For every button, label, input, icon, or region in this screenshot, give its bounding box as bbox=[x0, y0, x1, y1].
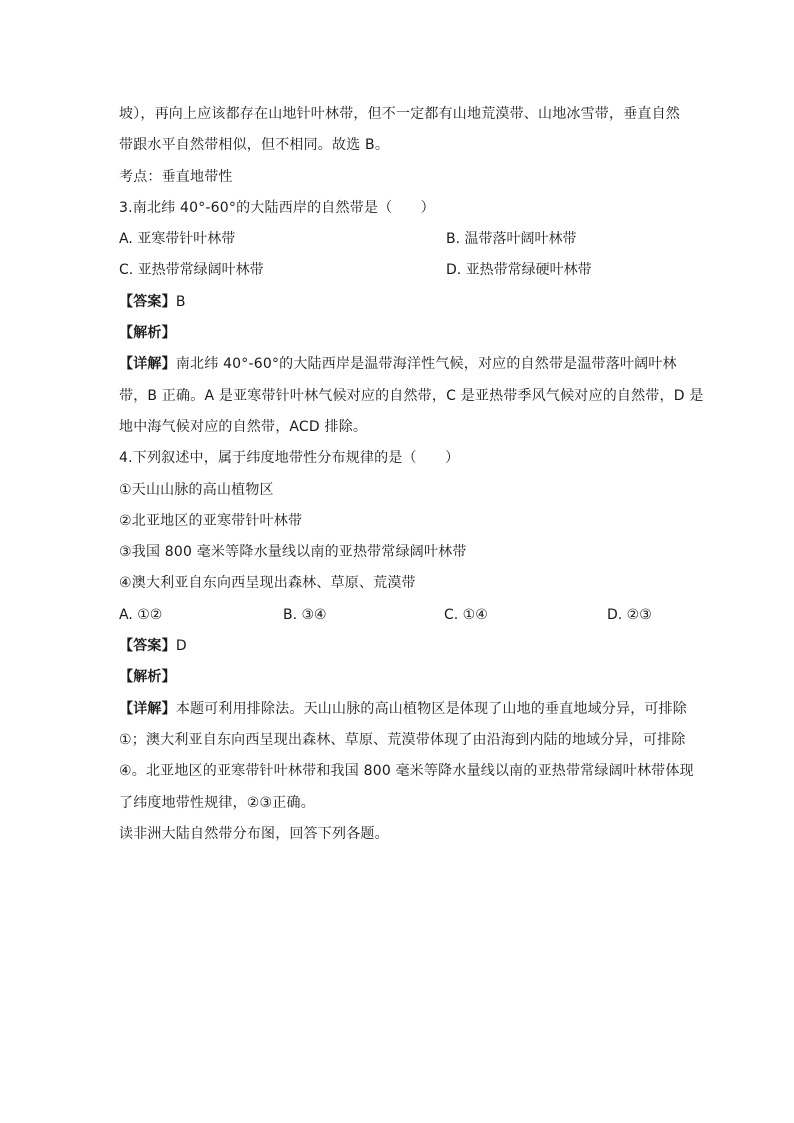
question-3-analysis-label: 【解析】 bbox=[119, 325, 176, 342]
question-4-option-a: A. ①② bbox=[119, 606, 163, 623]
question-3-stem: 3.南北纬 40°-60°的大陆西岸的自然带是（ ） bbox=[119, 199, 435, 216]
question-4-detail-line-2: ①；澳大利亚自东向西呈现出森林、草原、荒漠带体现了由沿海到内陆的地域分异，可排除 bbox=[119, 731, 686, 748]
document-content bbox=[119, 99, 704, 850]
detail-text: 南北纬 40°-60°的大陆西岸是温带海洋性气候，对应的自然带是温带落叶阔叶林 bbox=[175, 356, 677, 373]
question-4-option-b: B. ③④ bbox=[283, 606, 327, 623]
question-4-analysis-label: 【解析】 bbox=[119, 669, 176, 686]
question-4-detail-line-3: ④。北亚地区的亚寒带针叶林带和我国 800 毫米等降水量线以南的亚热带常绿阔叶林带体现 bbox=[119, 763, 694, 780]
question-3-answer bbox=[119, 287, 679, 318]
detail-label: 【详解】 bbox=[119, 356, 176, 373]
question-4-stem: 4.下列叙述中，属于纬度地带性分布规律的是（ ） bbox=[119, 450, 460, 467]
answer-value: D bbox=[175, 638, 187, 655]
question-3-option-c: C. 亚热带常绿阔叶林带 bbox=[119, 262, 264, 279]
question-4-item-4: ④澳大利亚自东向西呈现出森林、草原、荒漠带 bbox=[119, 575, 416, 592]
text-line-2: 带跟水平自然带相似，但不相同。故选 B。 bbox=[119, 137, 390, 154]
detail-label: 【详解】 bbox=[119, 700, 176, 717]
question-3-options-row-1 bbox=[119, 224, 679, 255]
question-3-detail-line-1 bbox=[119, 349, 679, 380]
answer-label: 【答案】 bbox=[119, 638, 176, 655]
question-4-item-3: ③我国 800 毫米等降水量线以南的亚热带常绿阔叶林带 bbox=[119, 544, 467, 561]
question-4-detail-line-4: 了纬度地带性规律，②③正确。 bbox=[119, 794, 315, 811]
question-4-option-d: D. ②③ bbox=[607, 606, 652, 623]
question-3-option-a: A. 亚寒带针叶林带 bbox=[119, 231, 236, 248]
question-3-detail-line-3: 地中海气候对应的自然带，ACD 排除。 bbox=[119, 418, 368, 435]
exam-point: 考点：垂直地带性 bbox=[119, 168, 233, 185]
closing-instruction: 读非洲大陆自然带分布图，回答下列各题。 bbox=[119, 825, 389, 842]
question-4-options-row bbox=[119, 600, 679, 631]
question-3-options-row-2 bbox=[119, 255, 679, 286]
question-3-option-d: D. 亚热带常绿硬叶林带 bbox=[446, 262, 592, 279]
question-3-detail-line-2: 带，B 正确。A 是亚寒带针叶林气候对应的自然带，C 是亚热带季风气候对应的自然带，D 是 bbox=[119, 387, 704, 404]
answer-value: B bbox=[175, 293, 186, 310]
question-3-option-b: B. 温带落叶阔叶林带 bbox=[446, 231, 577, 248]
answer-label: 【答案】 bbox=[119, 293, 176, 310]
detail-text: 本题可利用排除法。天山山脉的高山植物区是体现了山地的垂直地域分异，可排除 bbox=[175, 700, 688, 717]
question-4-item-2: ②北亚地区的亚寒带针叶林带 bbox=[119, 512, 303, 529]
question-4-detail-line-1 bbox=[119, 694, 688, 725]
question-4-answer bbox=[119, 631, 679, 662]
question-4-item-1: ①天山山脉的高山植物区 bbox=[119, 481, 274, 498]
question-4-option-c: C. ①④ bbox=[444, 606, 488, 623]
text-line-1: 坡），再向上应该都存在山地针叶林带，但不一定都有山地荒漠带、山地冰雪带，垂直自然 bbox=[119, 106, 680, 122]
